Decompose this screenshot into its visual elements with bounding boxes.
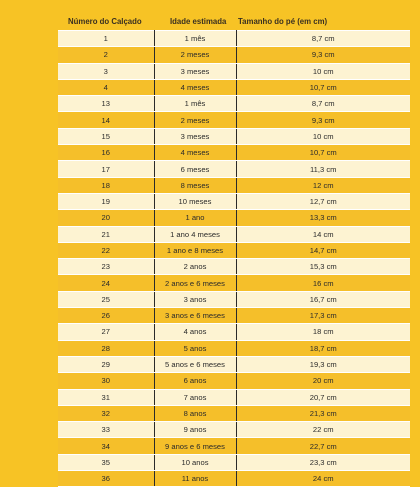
cell-shoe-number: 2 bbox=[58, 47, 154, 63]
table-row bbox=[58, 193, 410, 209]
cell-shoe-number: 25 bbox=[58, 291, 154, 307]
cell-shoe-number: 36 bbox=[58, 471, 154, 487]
cell-shoe-number: 27 bbox=[58, 324, 154, 340]
table-row bbox=[58, 96, 410, 112]
cell-shoe-number: 28 bbox=[58, 340, 154, 356]
cell-estimated-age: 10 meses bbox=[154, 193, 236, 209]
cell-shoe-number: 17 bbox=[58, 161, 154, 177]
cell-foot-size: 22 cm bbox=[236, 422, 410, 438]
cell-foot-size: 22,7 cm bbox=[236, 438, 410, 454]
table-row bbox=[58, 291, 410, 307]
cell-foot-size: 18,7 cm bbox=[236, 340, 410, 356]
cell-shoe-number: 4 bbox=[58, 79, 154, 95]
header-row bbox=[58, 12, 410, 31]
cell-shoe-number: 33 bbox=[58, 422, 154, 438]
cell-shoe-number: 22 bbox=[58, 242, 154, 258]
table-row bbox=[58, 112, 410, 128]
cell-shoe-number: 30 bbox=[58, 373, 154, 389]
cell-estimated-age: 1 ano e 8 meses bbox=[154, 242, 236, 258]
table-row bbox=[58, 47, 410, 63]
cell-foot-size: 16 cm bbox=[236, 275, 410, 291]
cell-foot-size: 13,3 cm bbox=[236, 210, 410, 226]
cell-foot-size: 19,3 cm bbox=[236, 356, 410, 372]
cell-foot-size: 10,7 cm bbox=[236, 79, 410, 95]
table-row bbox=[58, 454, 410, 470]
cell-shoe-number: 13 bbox=[58, 96, 154, 112]
table-row bbox=[58, 340, 410, 356]
table-row bbox=[58, 275, 410, 291]
table-row bbox=[58, 79, 410, 95]
cell-foot-size: 8,7 cm bbox=[236, 96, 410, 112]
cell-shoe-number: 19 bbox=[58, 193, 154, 209]
cell-shoe-number: 20 bbox=[58, 210, 154, 226]
cell-foot-size: 21,3 cm bbox=[236, 405, 410, 421]
cell-estimated-age: 4 meses bbox=[154, 79, 236, 95]
cell-estimated-age: 6 meses bbox=[154, 161, 236, 177]
table-row bbox=[58, 242, 410, 258]
cell-shoe-number: 31 bbox=[58, 389, 154, 405]
cell-foot-size: 12 cm bbox=[236, 177, 410, 193]
cell-estimated-age: 2 anos e 6 meses bbox=[154, 275, 236, 291]
table-row bbox=[58, 226, 410, 242]
cell-shoe-number: 24 bbox=[58, 275, 154, 291]
cell-estimated-age: 3 meses bbox=[154, 63, 236, 79]
table-header bbox=[58, 12, 410, 31]
cell-foot-size: 9,3 cm bbox=[236, 112, 410, 128]
table-row bbox=[58, 128, 410, 144]
table-body bbox=[58, 31, 410, 487]
cell-estimated-age: 1 mês bbox=[154, 96, 236, 112]
cell-estimated-age: 1 ano bbox=[154, 210, 236, 226]
cell-shoe-number: 3 bbox=[58, 63, 154, 79]
cell-estimated-age: 3 anos e 6 meses bbox=[154, 308, 236, 324]
shoe-size-table bbox=[58, 12, 410, 487]
cell-shoe-number: 32 bbox=[58, 405, 154, 421]
cell-estimated-age: 9 anos e 6 meses bbox=[154, 438, 236, 454]
table-row bbox=[58, 308, 410, 324]
table-row bbox=[58, 389, 410, 405]
cell-foot-size: 20 cm bbox=[236, 373, 410, 389]
cell-estimated-age: 8 meses bbox=[154, 177, 236, 193]
table-row bbox=[58, 210, 410, 226]
cell-estimated-age: 3 meses bbox=[154, 128, 236, 144]
cell-estimated-age: 4 meses bbox=[154, 145, 236, 161]
table-row bbox=[58, 161, 410, 177]
cell-shoe-number: 23 bbox=[58, 259, 154, 275]
cell-shoe-number: 26 bbox=[58, 308, 154, 324]
table-row bbox=[58, 177, 410, 193]
cell-foot-size: 8,7 cm bbox=[236, 31, 410, 47]
cell-estimated-age: 7 anos bbox=[154, 389, 236, 405]
table-row bbox=[58, 471, 410, 487]
cell-estimated-age: 5 anos bbox=[154, 340, 236, 356]
cell-foot-size: 16,7 cm bbox=[236, 291, 410, 307]
cell-estimated-age: 4 anos bbox=[154, 324, 236, 340]
cell-foot-size: 10 cm bbox=[236, 128, 410, 144]
table-row bbox=[58, 63, 410, 79]
cell-foot-size: 17,3 cm bbox=[236, 308, 410, 324]
cell-shoe-number: 14 bbox=[58, 112, 154, 128]
cell-foot-size: 10 cm bbox=[236, 63, 410, 79]
table-row bbox=[58, 145, 410, 161]
cell-shoe-number: 15 bbox=[58, 128, 154, 144]
header-shoe-number: Número do Calçado bbox=[68, 16, 142, 26]
cell-estimated-age: 1 mês bbox=[154, 31, 236, 47]
cell-foot-size: 20,7 cm bbox=[236, 389, 410, 405]
cell-shoe-number: 18 bbox=[58, 177, 154, 193]
cell-estimated-age: 2 meses bbox=[154, 47, 236, 63]
cell-shoe-number: 16 bbox=[58, 145, 154, 161]
table-row bbox=[58, 31, 410, 47]
table-row bbox=[58, 259, 410, 275]
cell-estimated-age: 2 meses bbox=[154, 112, 236, 128]
cell-shoe-number: 34 bbox=[58, 438, 154, 454]
cell-foot-size: 18 cm bbox=[236, 324, 410, 340]
cell-foot-size: 12,7 cm bbox=[236, 193, 410, 209]
cell-shoe-number: 29 bbox=[58, 356, 154, 372]
cell-estimated-age: 3 anos bbox=[154, 291, 236, 307]
cell-foot-size: 14,7 cm bbox=[236, 242, 410, 258]
header-foot-size: Tamanho do pé (em cm) bbox=[238, 16, 328, 26]
cell-estimated-age: 6 anos bbox=[154, 373, 236, 389]
cell-foot-size: 23,3 cm bbox=[236, 454, 410, 470]
cell-foot-size: 15,3 cm bbox=[236, 259, 410, 275]
cell-foot-size: 10,7 cm bbox=[236, 145, 410, 161]
cell-estimated-age: 2 anos bbox=[154, 259, 236, 275]
table-row bbox=[58, 356, 410, 372]
cell-shoe-number: 35 bbox=[58, 454, 154, 470]
table-row bbox=[58, 373, 410, 389]
cell-estimated-age: 11 anos bbox=[154, 471, 236, 487]
cell-estimated-age: 1 ano 4 meses bbox=[154, 226, 236, 242]
cell-foot-size: 14 cm bbox=[236, 226, 410, 242]
table-row bbox=[58, 324, 410, 340]
cell-estimated-age: 8 anos bbox=[154, 405, 236, 421]
table-row bbox=[58, 422, 410, 438]
table-row bbox=[58, 405, 410, 421]
cell-foot-size: 24 cm bbox=[236, 471, 410, 487]
header-estimated-age: Idade estimada bbox=[170, 16, 227, 26]
cell-estimated-age: 5 anos e 6 meses bbox=[154, 356, 236, 372]
cell-foot-size: 9,3 cm bbox=[236, 47, 410, 63]
cell-shoe-number: 21 bbox=[58, 226, 154, 242]
cell-estimated-age: 10 anos bbox=[154, 454, 236, 470]
cell-shoe-number: 1 bbox=[58, 31, 154, 47]
cell-estimated-age: 9 anos bbox=[154, 422, 236, 438]
cell-foot-size: 11,3 cm bbox=[236, 161, 410, 177]
table-row bbox=[58, 438, 410, 454]
